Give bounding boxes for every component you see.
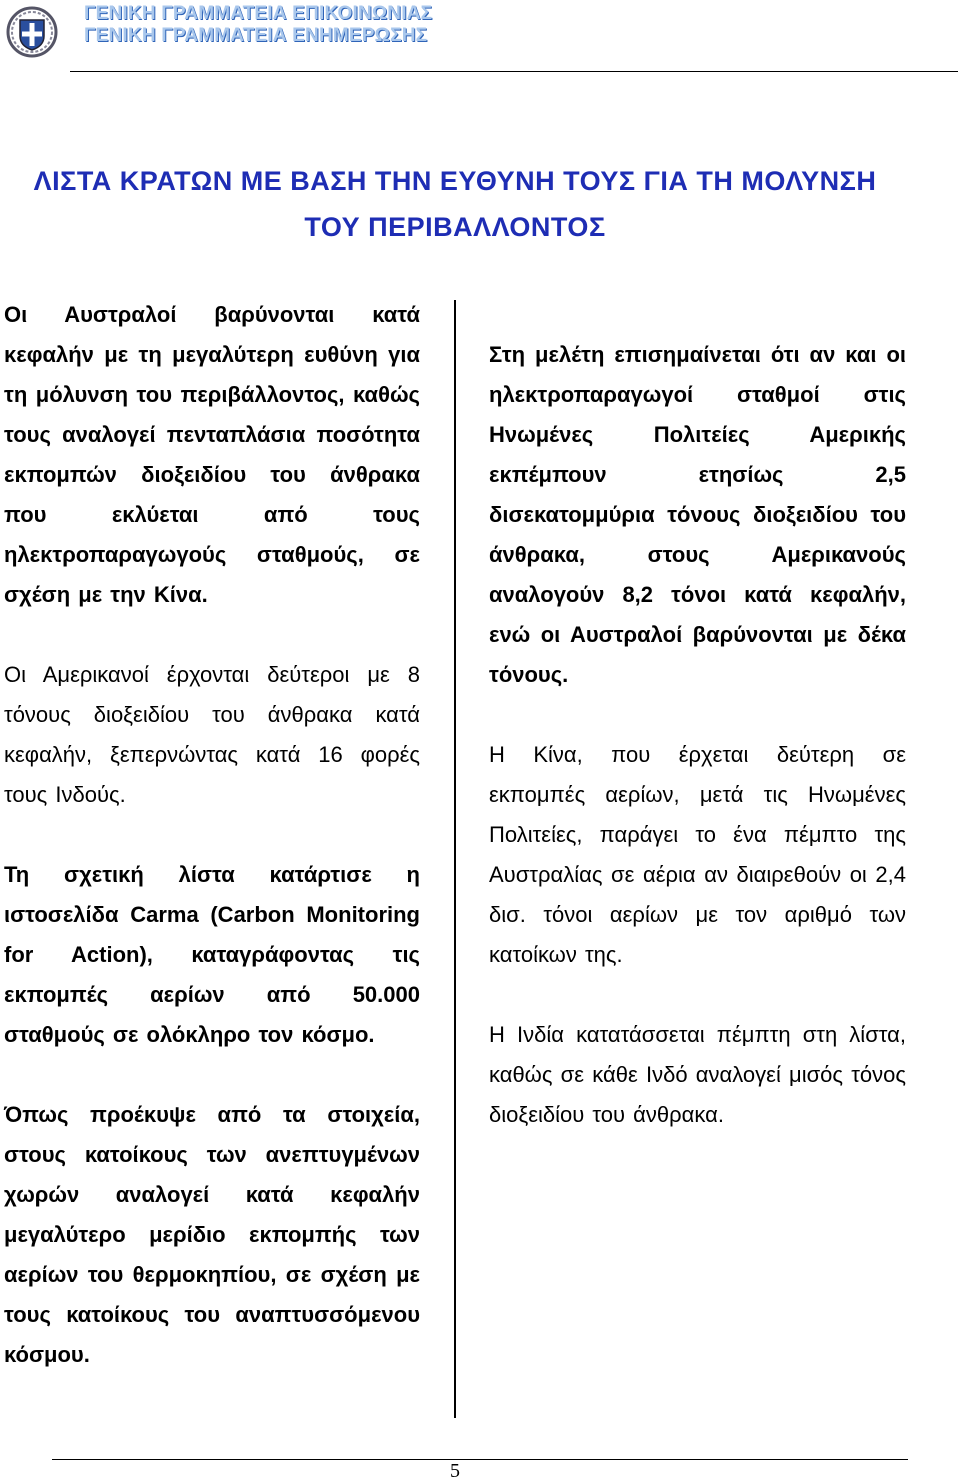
page-number: 5 bbox=[450, 1460, 460, 1482]
title-line-1: ΛΙΣΤΑ ΚΡΑΤΩΝ ΜΕ ΒΑΣΗ ΤΗΝ ΕΥΘΥΝΗ ΤΟΥΣ ΓΙΑ ΤΗ ΜΟΛΥΝΣΗ bbox=[33, 166, 877, 196]
org-line-2: ΓΕΝΙΚΗ ΓΡΑΜΜΑΤΕΙΑ ΕΝΗΜΕΡΩΣΗΣ bbox=[84, 25, 428, 46]
right-paragraph-1: Στη μελέτη επισημαίνεται ότι αν και οι ηλεκτροπαραγωγοί σταθμοί στις Ηνωμένες Πολιτείες Αμερικής εκπέμπουν ετησίως 2,5 δισεκατομμύρια τόνους διοξειδίου του άνθρακα, στους Αμερικανούς αναλογούν 8,2 τόνοι κατά κεφαλήν, ενώ οι Αυστραλοί βαρύνονται με δέκα τόνους. bbox=[489, 342, 906, 687]
left-paragraph-1: Οι Αυστραλοί βαρύνονται κατά κεφαλήν με τη μεγαλύτερη ευθύνη για τη μόλυνση του περιβάλλοντος, καθώς τους αναλογεί πενταπλάσια ποσότητα εκπομπών διοξειδίου του άνθρακα που εκλύεται από τους ηλεκτροπαραγωγούς σταθμούς, σε σχέση με την Κίνα. bbox=[4, 302, 420, 607]
right-paragraph-2: Η Κίνα, που έρχεται δεύτερη σε εκπομπές αερίων, μετά τις Ηνωμένες Πολιτείες, παράγει το ένα πέμπτο της Αυστραλίας σε αέρια αν διαιρεθούν οι 2,4 δισ. τόνοι αερίων με τον αριθμό των κατοίκων της. bbox=[489, 742, 906, 967]
greek-coat-of-arms-icon bbox=[6, 6, 58, 58]
left-column bbox=[4, 295, 420, 1415]
page-header bbox=[0, 0, 960, 80]
page-title bbox=[0, 158, 910, 250]
left-paragraph-3: Τη σχετική λίστα κατάρτισε η ιστοσελίδα Carma (Carbon Monitoring for Action), καταγράφοντας τις εκπομπές αερίων από 50.000 σταθμούς σε ολόκληρο τον κόσμο. bbox=[4, 862, 420, 1047]
left-paragraph-4: Όπως προέκυψε από τα στοιχεία, στους κατοίκους των ανεπτυγμένων χωρών αναλογεί κατά κεφαλήν μεγαλύτερο μερίδιο εκπομπής των αερίων του θερμοκηπίου, σε σχέση με τους κατοίκους του αναπτυσσόμενου κόσμου. bbox=[4, 1102, 420, 1367]
header-divider bbox=[70, 71, 958, 72]
left-paragraph-2: Οι Αμερικανοί έρχονται δεύτεροι με 8 τόνους διοξειδίου του άνθρακα κατά κεφαλήν, ξεπερνώντας κατά 16 φορές τους Ινδούς. bbox=[4, 662, 420, 807]
right-column bbox=[489, 335, 906, 1175]
column-divider bbox=[454, 300, 456, 1418]
org-line-1: ΓΕΝΙΚΗ ΓΡΑΜΜΑΤΕΙΑ ΕΠΙΚΟΙΝΩΝΙΑΣ bbox=[84, 3, 433, 24]
right-paragraph-3: Η Ινδία κατατάσσεται πέμπτη στη λίστα, καθώς σε κάθε Ινδό αναλογεί μισός τόνος διοξειδίου του άνθρακα. bbox=[489, 1022, 906, 1127]
title-line-2: ΤΟΥ ΠΕΡΙΒΑΛΛΟΝΤΟΣ bbox=[304, 212, 606, 242]
